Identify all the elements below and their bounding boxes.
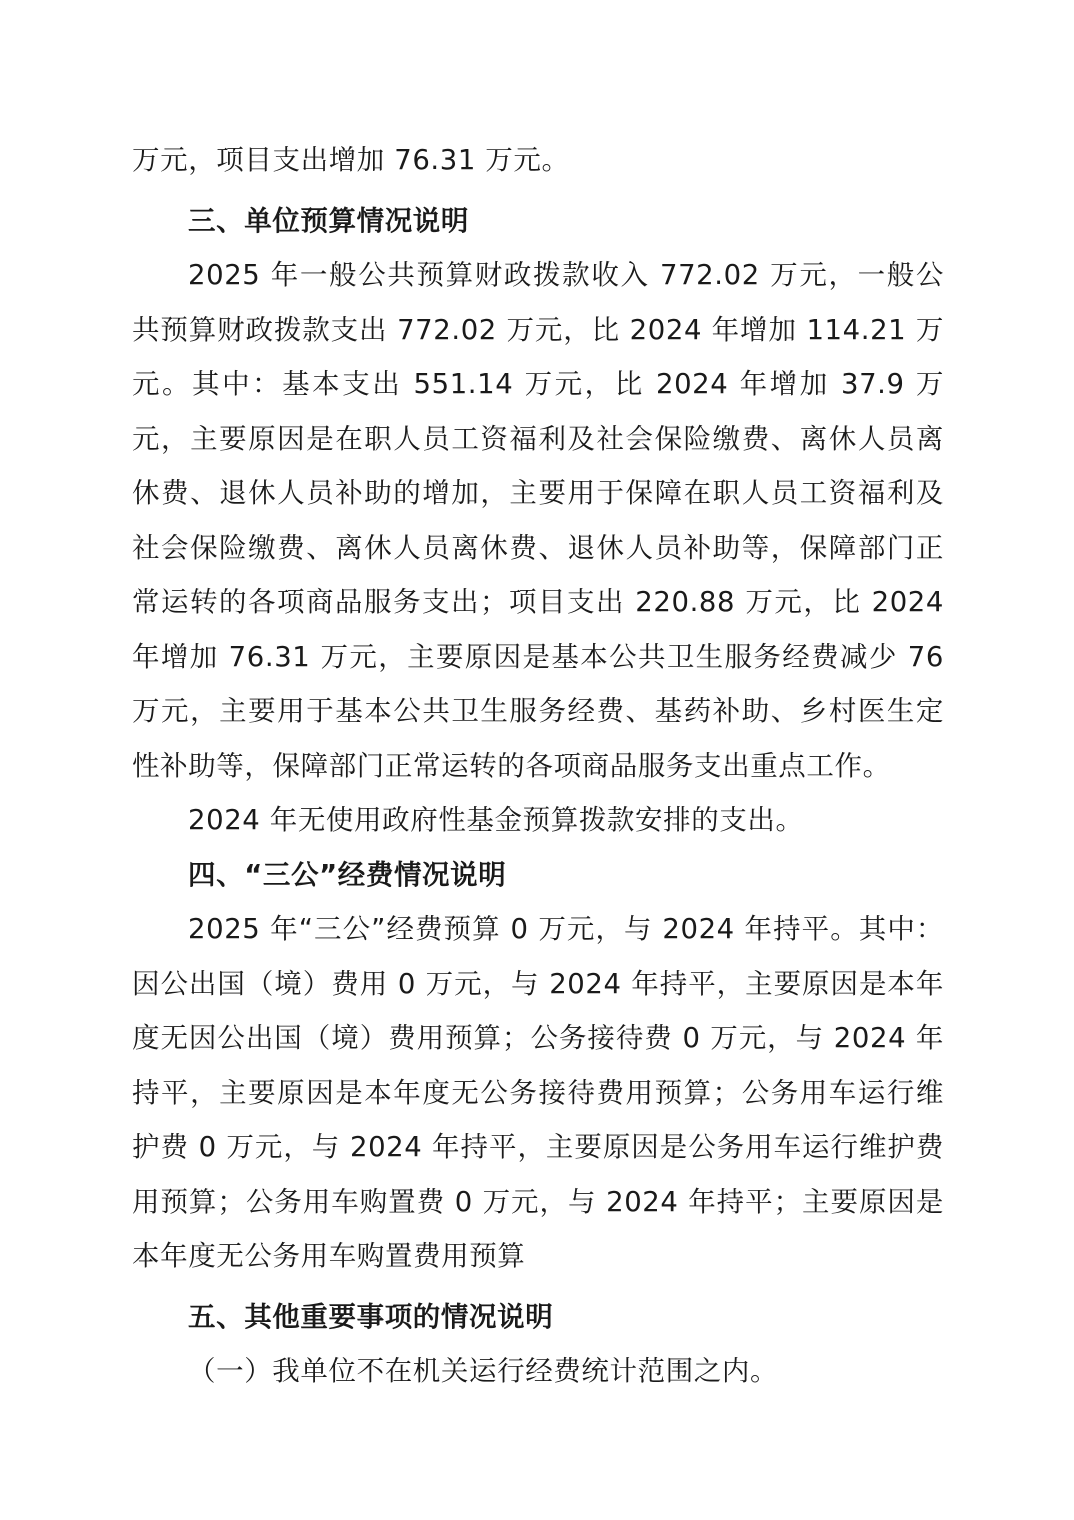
section-3-paragraph-1: 2025 年一般公共预算财政拨款收入 772.02 万元，一般公共预算财政拨款支出 772.02 万元，比 2024 年增加 114.21 万元。其中：基本支出 551.14 万元，比 2024 年增加 37.9 万元，主要原因是在职人员工资福利及社会保险缴费、离休人员离休费、退休人员补助的增加，主要用于保障在职人员工资福利及社会保险缴费、离休人员离休费、退休人员补助等，保障部门正常运转的各项商品服务支出；项目支出 220.88 万元，比 2024 年增加 76.31 万元，主要原因是基本公共卫生服务经费减少 76 万元，主要用于基本公共卫生服务经费、基药补助、乡村医生定性补助等，保障部门正常运转的各项商品服务支出重点工作。 (132, 259, 944, 782)
section-3-paragraph-2: 2024 年无使用政府性基金预算拨款安排的支出。 (188, 804, 804, 836)
section-4-paragraph-1: 2025 年“三公”经费预算 0 万元，与 2024 年持平。其中：因公出国（境）费用 0 万元，与 2024 年持平，主要原因是本年度无因公出国（境）费用预算；公务接待费 0 万元，与 2024 年持平，主要原因是本年度无公务接待费用预算；公务用车运行维护费 0 万元，与 2024 年持平，主要原因是公务用车运行维护费用预算；公务用车购置费 0 万元，与 2024 年持平；主要原因是本年度无公务用车购置费用预算 (132, 913, 944, 1272)
section-5-heading: 五、其他重要事项的情况说明 (188, 1300, 554, 1333)
continuation-paragraph: 万元，项目支出增加 76.31 万元。 (132, 144, 570, 176)
section-4-heading: 四、“三公”经费情况说明 (188, 858, 507, 891)
section-5-item-1: （一）我单位不在机关运行经费统计范围之内。 (188, 1355, 779, 1387)
document-page (132, 133, 944, 1399)
section-3-heading: 三、单位预算情况说明 (188, 204, 469, 237)
